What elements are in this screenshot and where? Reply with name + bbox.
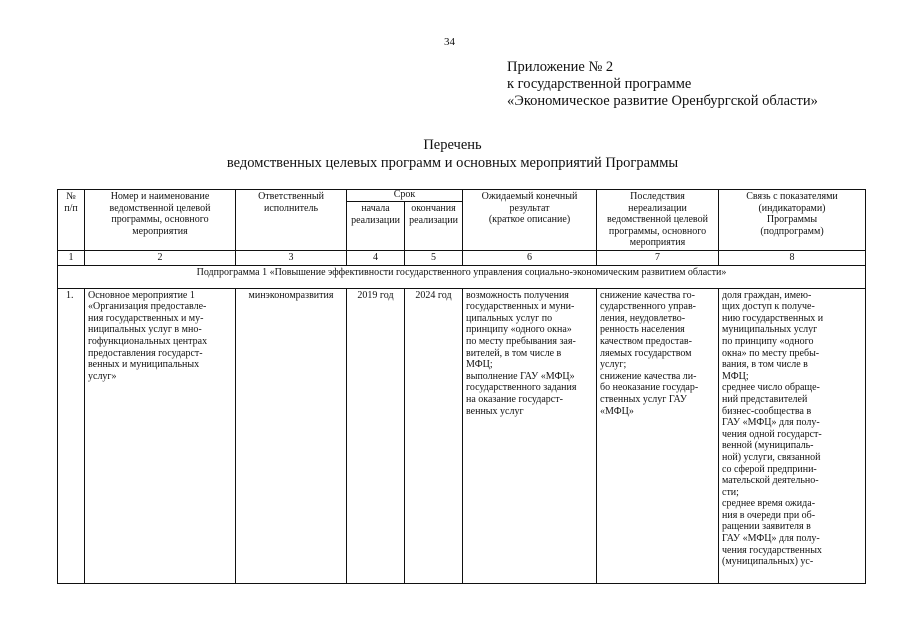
appendix-heading [507,59,818,110]
header-consequences: Последствия нереализации ведомственной целевой программы, основного мероприятия [597,190,719,251]
appendix-line-2: к государственной программе [507,76,692,92]
column-number: 1 [58,251,85,266]
title-line-2: ведомственных целевых программ и основных мероприятий Программы [226,155,679,171]
appendix-line-3: «Экономическое развитие Оренбургской области» [507,93,818,109]
column-number: 4 [347,251,405,266]
subprogram-row [58,265,866,288]
header-name: Номер и наименование ведомственной целевой программы, основного мероприятия [85,190,236,251]
header-num: № п/п [58,190,85,251]
header-result: Ожидаемый конечный результат (краткое описание) [463,190,597,251]
header-row [58,190,866,202]
table-row [58,288,866,583]
row-end: 2024 год [405,288,463,583]
subprogram-title: Подпрограмма 1 «Повышение эффективности государственного управления социально-экономическим развитием области» [58,265,866,288]
document-title [0,136,905,172]
row-consequences: снижение качества го- сударственного управ- ления, неудовлетво- ренность населения качеством предостав- ляемых государством услуг; снижение качества ли- бо неоказание государ- ственных услуг ГАУ «МФЦ» [597,288,719,583]
title-line-1: Перечень [423,137,482,153]
column-number: 6 [463,251,597,266]
row-executor: минэкономразвития [236,288,347,583]
row-num: 1. [58,288,85,583]
header-executor: Ответственный исполнитель [236,190,347,251]
header-indicators: Связь с показателями (индикаторами) Программы (подпрограмм) [719,190,866,251]
appendix-line-1: Приложение № 2 [507,59,614,75]
row-start: 2019 год [347,288,405,583]
column-number: 7 [597,251,719,266]
page-number: 34 [444,36,455,48]
column-numbers-row [58,251,866,266]
row-name: Основное мероприятие 1 «Организация предоставле- ния государственных и му- ниципальных услуг в мно- гофункциональных центрах предоставления государст- венных и муниципальных услуг» [85,288,236,583]
row-result: возможность получения государственных и муни- ципальных услуг по принципу «одного окна» по месту пребывания зая- вителей, в том числе в МФЦ; выполнение ГАУ «МФЦ» государственного задания на оказание государст- венных услуг [463,288,597,583]
header-end: окончания реализации [405,202,463,251]
header-term: Срок [347,190,463,202]
programs-table [57,189,866,584]
header-start: начала реализации [347,202,405,251]
column-number: 2 [85,251,236,266]
column-number: 8 [719,251,866,266]
column-number: 5 [405,251,463,266]
column-number: 3 [236,251,347,266]
row-indicators: доля граждан, имею- щих доступ к получе- нию государственных и муниципальных услуг по принципу «одного окна» по месту пребы- вания, в том числе в МФЦ; среднее число обраще- ний представителей бизнес-сообщества в ГАУ «МФЦ» для полу- чения одной государст- венной (муниципаль- ной) услуги, связанной со сферой предприни- мательской деятельно- сти; среднее время ожида- ния в очереди при об- ращении заявителя в ГАУ «МФЦ» для полу- чения государственных (муниципальных) ус- [719,288,866,583]
